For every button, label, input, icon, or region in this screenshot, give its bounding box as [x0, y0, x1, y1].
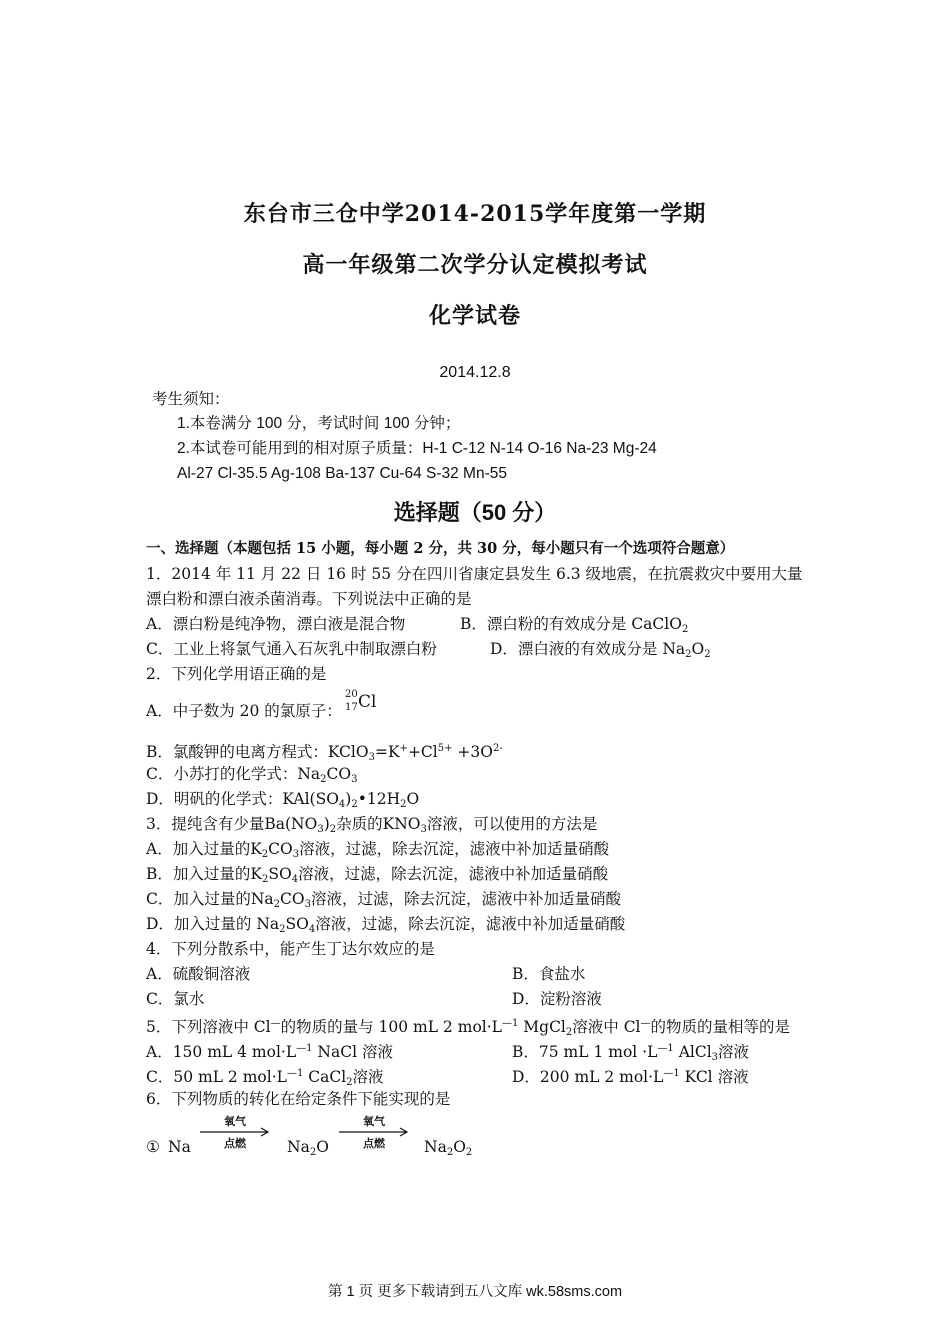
q2-option-a: A．中子数为 20 的氯原子：: [146, 702, 342, 720]
q6-na2o2: $Na_2O_2$: [424, 1138, 473, 1158]
reaction-arrow-2: 氧气 点燃: [337, 1113, 411, 1149]
reaction-arrow-1: 氧气 点燃: [198, 1113, 272, 1149]
q6-stem: 6．下列物质的转化在给定条件下能实现的是: [146, 1090, 451, 1108]
q3-option-c: C．加入过量的$Na_2CO_3$溶液，过滤，除去沉淀，滤液中补加适量硝酸: [146, 890, 622, 910]
q1-stem-2: 漂白粉和漂白液杀菌消毒。下列说法中正确的是: [146, 590, 472, 608]
q4-stem: 4．下列分散系中，能产生丁达尔效应的是: [146, 940, 435, 958]
q6-item-circle: ①: [146, 1138, 160, 1156]
title-line-3: 化学试卷: [428, 303, 521, 329]
exam-date: 2014.12.8: [439, 364, 511, 381]
q3-stem: 3．提纯含有少量$Ba(NO_3)_2$杂质的$KNO_3$溶液，可以使用的方法是: [146, 815, 598, 835]
q3-option-d: D．加入过量的 $Na_2SO_4$溶液，过滤，除去沉淀，滤液中补加适量硝酸: [146, 915, 626, 935]
q1-option-c: C．工业上将氯气通入石灰乳中制取漂白粉: [146, 640, 437, 658]
section-instruction: 一、选择题（本题包括 15 小题，每小题 2 分，共 30 分，每小题只有一个选项符合题意）: [146, 540, 735, 557]
q3-option-b: B．加入过量的$K_2SO_4$溶液，过滤，除去沉淀，滤液中补加适量硝酸: [146, 865, 609, 885]
q2-stem: 2．下列化学用语正确的是: [146, 665, 327, 683]
q4-option-d: D．淀粉溶液: [512, 990, 602, 1008]
q3-option-a: A．加入过量的$K_2CO_3$溶液，过滤，除去沉淀，滤液中补加适量硝酸: [146, 840, 610, 860]
q1-option-a: A．漂白粉是纯净物，漂白液是混合物: [146, 615, 406, 633]
q5-option-d: D．200 mL 2 $mol\cdot L^{—1}$ KCl 溶液: [512, 1068, 749, 1086]
q5-option-b: B．75 mL 1 mol $\cdot L^{—1}$ AlCl$_3$溶液: [512, 1043, 750, 1063]
title-line-2: 高一年级第二次学分认定模拟考试: [302, 252, 648, 278]
notice-label: 考生须知：: [152, 390, 230, 408]
q5-option-c: C．50 mL 2 $mol\cdot L^{—1}$ CaCl$_2$溶液: [146, 1068, 384, 1088]
page-footer: 第 1 页 更多下载请到五八文库 wk.58sms.com: [327, 1284, 623, 1300]
q1-option-d: D．漂白液的有效成分是 $Na_2O_2$: [490, 640, 711, 660]
notice-item-2b: Al-27 Cl-35.5 Ag-108 Ba-137 Cu-64 S-32 Mn-55: [177, 465, 507, 482]
q6-na: Na: [168, 1138, 191, 1156]
q2-option-c: C．小苏打的化学式：$Na_2CO_3$: [146, 765, 358, 785]
q5-stem: 5．下列溶液中 Cl—的物质的量与 100 mL 2 $mol\cdot L^{—1}$ MgCl$_2$溶液中 Cl—的物质的量相等的是: [146, 1018, 791, 1038]
notice-item-1: 1.本卷满分 100 分，考试时间 100 分钟；: [177, 415, 461, 432]
notice-item-2: 2.本试卷可能用到的相对原子质量：H-1 C-12 N-14 O-16 Na-23 Mg-24: [177, 440, 657, 457]
title-line-1: 东台市三仓中学2014-2015学年度第一学期: [243, 201, 707, 227]
q1-stem-1: 1．2014 年 11 月 22 日 16 时 55 分在四川省康定县发生 6.3 级地震，在抗震救灾中要用大量: [146, 565, 803, 583]
q6-na2o: $Na_2O$: [287, 1138, 329, 1158]
q2-option-b: B．氯酸钾的电离方程式：$KClO_3=K^++Cl^{5+} +3O^{2-}$: [146, 743, 503, 763]
q1-option-b: B．漂白粉的有效成分是 CaClO$_2$: [460, 615, 689, 635]
q2-option-d: D．明矾的化学式：$KAl(SO_4)_2•12H_2O$: [146, 790, 420, 810]
q4-option-b: B．食盐水: [512, 965, 586, 983]
section-title: 选择题（50 分）: [393, 500, 557, 525]
q4-option-c: C．氯水: [146, 990, 205, 1008]
q2-nuclide: 20 17 Cl: [345, 689, 377, 713]
q4-option-a: A．硫酸铜溶液: [146, 965, 251, 983]
q5-option-a: A．150 mL 4 $mol\cdot L^{—1}$ NaCl 溶液: [146, 1043, 393, 1061]
